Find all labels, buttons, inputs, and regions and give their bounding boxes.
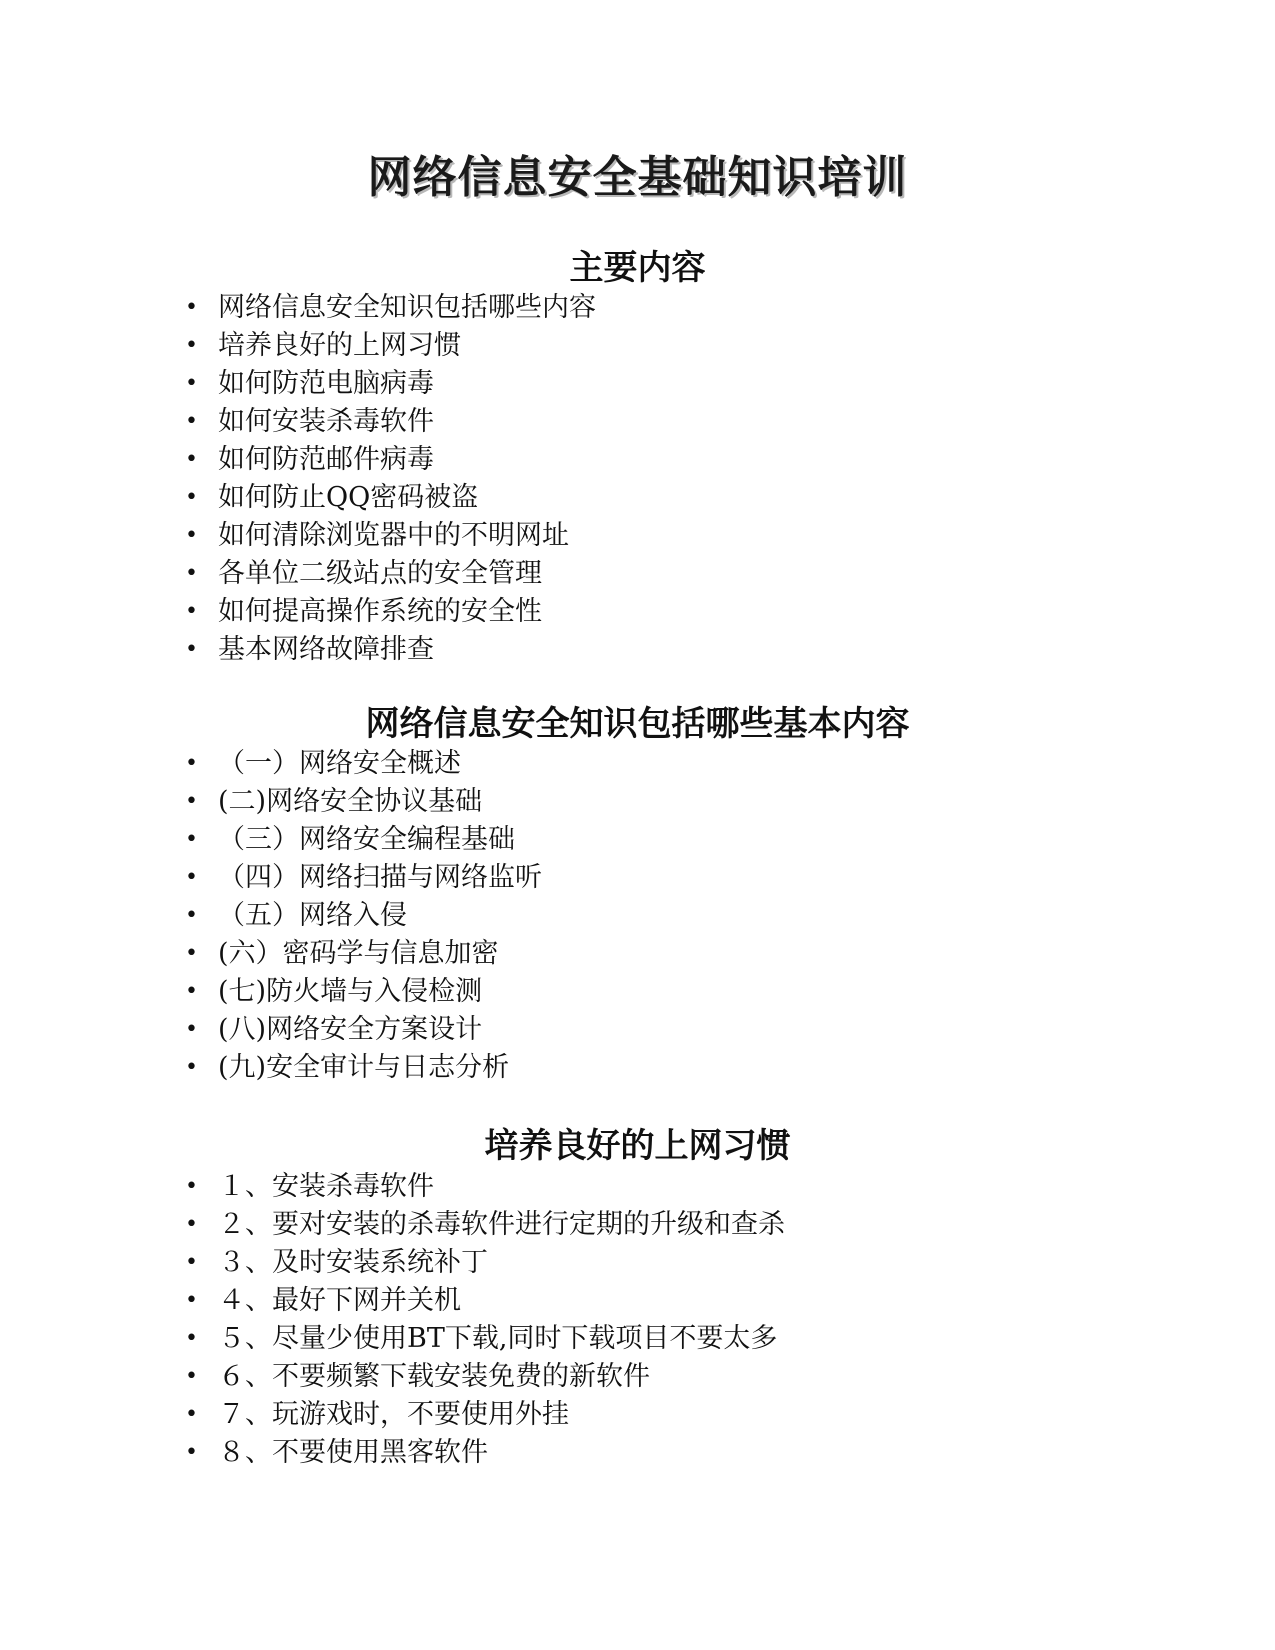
list-item-text: (六）密码学与信息加密 xyxy=(218,938,499,969)
list-item-text: (九)安全审计与日志分析 xyxy=(218,1052,510,1083)
bullet-icon: • xyxy=(185,599,198,624)
bullet-icon: • xyxy=(185,295,198,320)
list-item-text: （一）网络安全概述 xyxy=(218,748,461,779)
bullet-icon: • xyxy=(185,865,198,890)
list-item-text: ７、玩游戏时，不要使用外挂 xyxy=(218,1399,569,1430)
bullet-icon: • xyxy=(185,1288,198,1313)
section-heading-main-content: 主要内容 xyxy=(569,248,706,288)
list-item-text: (二)网络安全协议基础 xyxy=(218,786,483,817)
list-item-text: 如何防止QQ密码被盗 xyxy=(218,482,479,513)
list-item-text: ３、及时安装系统补丁 xyxy=(218,1247,488,1278)
bullet-icon: • xyxy=(185,523,198,548)
bullet-icon: • xyxy=(185,447,198,472)
bullet-icon: • xyxy=(185,1440,198,1465)
list-item-text: （三）网络安全编程基础 xyxy=(218,824,515,855)
bullet-icon: • xyxy=(185,751,198,776)
bullet-icon: • xyxy=(185,1250,198,1275)
bullet-icon: • xyxy=(185,561,198,586)
list-item-text: 如何防范邮件病毒 xyxy=(218,444,434,475)
list-item-text: ４、最好下网并关机 xyxy=(218,1285,461,1316)
list-item-text: (七)防火墙与入侵检测 xyxy=(218,976,483,1007)
list-item-text: ５、尽量少使用BT下载,同时下载项目不要太多 xyxy=(218,1323,778,1354)
bullet-icon: • xyxy=(185,789,198,814)
section-heading-good-habits: 培养良好的上网习惯 xyxy=(484,1126,791,1166)
bullet-icon: • xyxy=(185,1174,198,1199)
section-heading-basic-content: 网络信息安全知识包括哪些基本内容 xyxy=(365,704,910,744)
list-item-text: 如何安装杀毒软件 xyxy=(218,406,434,437)
bullet-icon: • xyxy=(185,371,198,396)
bullet-icon: • xyxy=(185,1017,198,1042)
document-title: 网络信息安全基础知识培训 xyxy=(367,152,908,203)
bullet-icon: • xyxy=(185,827,198,852)
list-item-text: （四）网络扫描与网络监听 xyxy=(218,862,542,893)
list-item-text: ２、要对安装的杀毒软件进行定期的升级和查杀 xyxy=(218,1209,785,1240)
bullet-icon: • xyxy=(185,1055,198,1080)
bullet-icon: • xyxy=(185,941,198,966)
bullet-icon: • xyxy=(185,1402,198,1427)
bullet-icon: • xyxy=(185,1326,198,1351)
list-item-text: 如何防范电脑病毒 xyxy=(218,368,434,399)
list-item-text: 如何清除浏览器中的不明网址 xyxy=(218,520,569,551)
list-item-text: （五）网络入侵 xyxy=(218,900,407,931)
list-item-text: 各单位二级站点的安全管理 xyxy=(218,558,542,589)
list-item-text: ８、不要使用黑客软件 xyxy=(218,1437,488,1468)
bullet-icon: • xyxy=(185,903,198,928)
bullet-icon: • xyxy=(185,485,198,510)
list-item-text: 基本网络故障排查 xyxy=(218,634,434,665)
bullet-icon: • xyxy=(185,637,198,662)
bullet-icon: • xyxy=(185,1212,198,1237)
list-item-text: 网络信息安全知识包括哪些内容 xyxy=(218,292,596,323)
list-item-text: 如何提高操作系统的安全性 xyxy=(218,596,542,627)
bullet-icon: • xyxy=(185,979,198,1004)
list-item-text: １、安装杀毒软件 xyxy=(218,1171,434,1202)
bullet-icon: • xyxy=(185,409,198,434)
list-item-text: 培养良好的上网习惯 xyxy=(218,330,461,361)
list-item-text: (八)网络安全方案设计 xyxy=(218,1014,483,1045)
bullet-icon: • xyxy=(185,1364,198,1389)
bullet-icon: • xyxy=(185,333,198,358)
list-item-text: ６、不要频繁下载安装免费的新软件 xyxy=(218,1361,650,1392)
